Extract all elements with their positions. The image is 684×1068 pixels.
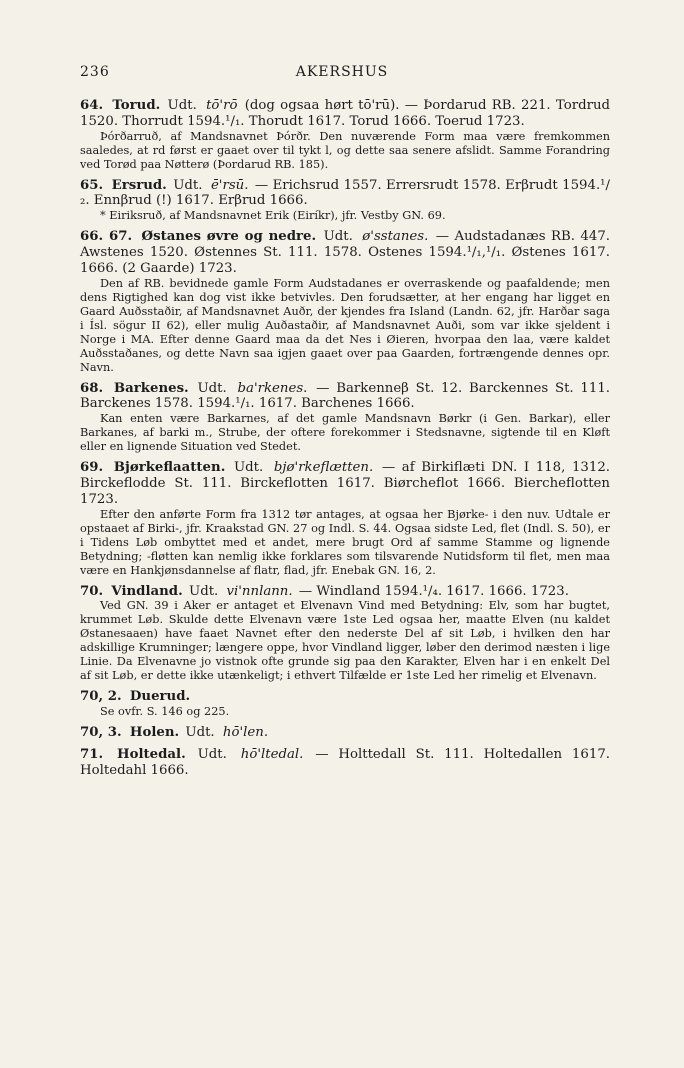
entry-number: 71.: [80, 746, 104, 762]
entry-number: 69.: [80, 460, 104, 476]
farm-entry: [80, 584, 610, 684]
entry-heading: [80, 229, 610, 276]
entry-number: 68.: [80, 380, 104, 396]
pronunciation-label: Udt.: [188, 583, 219, 599]
farm-name: Østanes øvre og nedre.: [141, 229, 317, 245]
pronunciation: vi'nnlann.: [226, 583, 293, 599]
entry-heading: [80, 460, 610, 507]
entry-number: 70.: [80, 583, 104, 599]
historical-forms: — Holttedall St. 111. Holtedallen 1617. Holtedahl 1666.: [80, 746, 611, 778]
entry-heading: [80, 98, 610, 130]
farm-entry: [80, 689, 610, 719]
farm-entry: [80, 381, 610, 455]
farm-entry: [80, 747, 610, 779]
farm-entry: [80, 229, 610, 374]
pronunciation-label: Udt.: [173, 177, 203, 193]
farm-name: Holen.: [129, 725, 180, 741]
etymology-note: Se ovfr. S. 146 og 225.: [100, 705, 230, 719]
pronunciation: hō'ltedal.: [240, 746, 304, 762]
etymology-note: * Eiriksruð, af Mandsnavnet Erik (Eiríkr), jfr. Vestby GN. 69.: [100, 209, 446, 223]
farm-entry: [80, 725, 610, 741]
pronunciation-label: Udt.: [197, 746, 227, 762]
farm-name: Torud.: [112, 98, 161, 113]
entry-heading: [80, 747, 610, 779]
pronunciation: tō'rō: [206, 98, 238, 113]
pronunciation: ē'rsū.: [210, 177, 249, 193]
entry-heading: [80, 725, 610, 741]
historical-forms: — Barkenneβ St. 12. Barckennes St. 111. Barckenes 1578. 1594.¹/₁. 1617. Barchenes 1666.: [80, 380, 611, 412]
farm-name: Barkenes.: [113, 380, 189, 396]
pronunciation: bjø'rkeflætten.: [273, 460, 374, 476]
historical-forms: — Windland 1594.¹/₄. 1617. 1666. 1723.: [298, 583, 569, 599]
farm-name: Vindland.: [111, 583, 183, 599]
etymology-note: Den af RB. bevidnede gamle Form Audstadanes er overraskende og paafaldende; men dens Rigtighed kan dog vist ikke betvivles. Den forudsætter, at her engang har ligget en Gaard Auðsstaðir, af Mandsnavnet Auðr, der kjendes fra Island (Landn. 62, jfr. Harðar saga i Ísl. sögur II 62), eller mulig Auðastaðir, af Mandsnavnet Auði, som var ikke sjeldent i Norge i MA. Efter denne Gaard maa da det Nes i Øieren, hvorpaa den laa, være kaldet Auðsstaðanes, og dette Navn saa igjen gaaet over paa Gaarden, fortrængende dennes opr. Navn.: [80, 276, 610, 374]
farm-entry: [80, 178, 610, 224]
entry-number: 70, 2.: [80, 689, 122, 705]
historical-forms: — af Birkiflæti DN. I 118, 1312. Birckeflodde St. 111. Birckeflotten 1617. Biørcheflot 1666. Biercheflotten 1723.: [80, 460, 611, 507]
etymology-note: Ved GN. 39 i Aker er antaget et Elvenavn Vind med Betydning: Elv, som har bugtet, krummet Løb. Skulde dette Elvenavn være 1ste Led ogsaa her, maatte Elven (nu kaldet Østanesaaen) have faaet Navnet efter den nederste Del af sit Løb, i hvilken den har adskillige Krumninger; længere oppe, hvor Vindland ligger, løber den derimod næsten i lige Linie. Da Elvenavne jo vistnok ofte grunde sig paa den Karakter, Elven har i en enkelt Del af sit Løb, er dette ikke utænkeligt; i ethvert Tilfælde er 1ste Led her rimelig et Elvenavn.: [80, 599, 610, 683]
pronunciation-label: Udt.: [185, 725, 215, 741]
entry-number: 70, 3.: [80, 725, 122, 741]
pronunciation-label: Udt.: [233, 460, 264, 476]
farm-name: Holtedal.: [117, 746, 186, 762]
pronunciation-label: Udt.: [167, 98, 197, 113]
historical-forms: — Audstadanæs RB. 447. Awstenes 1520. Østennes St. 111. 1578. Ostenes 1594.¹/₁,¹/₁. Østenes 1617. 1666. (2 Gaarde) 1723.: [80, 229, 611, 276]
running-title: AKERSHUS: [295, 64, 389, 80]
farm-entry: [80, 98, 610, 172]
pronunciation: ø'sstanes.: [362, 229, 429, 245]
pronunciation: ba'rkenes.: [237, 380, 308, 396]
etymology-note: Kan enten være Barkarnes, af det gamle Mandsnavn Børkr (i Gen. Barkar), eller Barkanes, af barki m., Strube, der oftere forekommer i Stedsnavne, sigtende til en Kløft eller en lignende Situation ved Stedet.: [80, 412, 610, 454]
entry-number: 64.: [80, 98, 104, 113]
farm-entry: [80, 460, 610, 577]
historical-forms: — Erichsrud 1557. Errersrudt 1578. Erβrudt 1594.¹/₂. Ennβrud (!) 1617. Erβrud 1666.: [80, 177, 610, 209]
entry-heading: [80, 689, 610, 705]
entry-number: 66. 67.: [80, 229, 133, 245]
farm-name: Ersrud.: [111, 177, 167, 193]
entries-list: [80, 98, 610, 785]
running-head: [80, 64, 604, 84]
pronunciation-label: Udt.: [197, 380, 227, 396]
historical-forms: (dog ogsaa hørt tō'rū). — Þordarud RB. 221. Tordrud 1520. Thorrudt 1594.¹/₁. Thorudt 1617. Torud 1666. Toerud 1723.: [80, 98, 611, 129]
pronunciation: hō'len.: [222, 725, 269, 741]
entry-heading: [80, 584, 610, 600]
entry-number: 65.: [80, 177, 104, 193]
entry-heading: [80, 178, 610, 210]
etymology-note: Þórðarruð, af Mandsnavnet Þórðr. Den nuværende Form maa være fremkommen saaledes, at rd først er gaaet over til tykt l, og dette saa senere afslidt. Samme Forandring ved Torød paa Nøtterø (Þordarud RB. 185).: [80, 129, 610, 171]
page-number: 236: [80, 64, 110, 80]
pronunciation-label: Udt.: [323, 229, 353, 245]
etymology-note: Efter den anførte Form fra 1312 tør antages, at ogsaa her Bjørke- i den nuv. Udtale er opstaaet af Birki-, jfr. Kraakstad GN. 27 og Indl. S. 44. Ogsaa sidste Led, flet (Indl. S. 50), er i Tidens Løb ombyttet med et andet, mere brugt Ord af samme Stamme og lignende Betydning; -fløtten kan nemlig ikke forklares som tilsvarende Nutidsform til flet, men maa være en Hankjønsdannelse af flatr, flad, jfr. Enebak GN. 16, 2.: [80, 507, 610, 577]
farm-name: Duerud.: [129, 689, 191, 705]
entry-heading: [80, 381, 610, 413]
farm-name: Bjørkeflaatten.: [113, 460, 226, 476]
